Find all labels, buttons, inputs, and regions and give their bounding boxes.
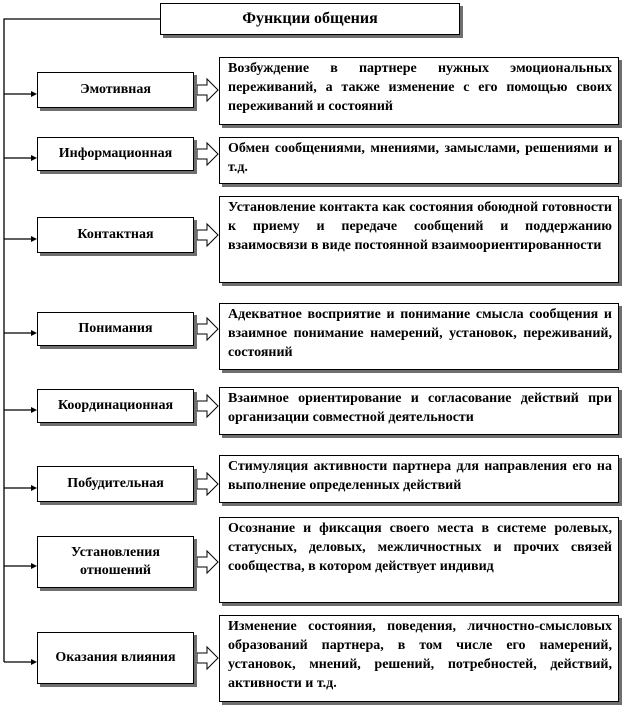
function-box-informational: Информационная bbox=[37, 137, 194, 171]
description-text: Стимуляция активности партнера для направления его на выполнение определенных действий bbox=[228, 459, 612, 493]
block-arrow bbox=[197, 224, 218, 246]
description-text: Адекватное восприятие и понимание смысла сообщения и взаимное понимание намерений, установок, переживаний, состояний bbox=[228, 307, 612, 360]
function-box-understanding: Понимания bbox=[37, 312, 194, 346]
description-motivational bbox=[219, 455, 619, 503]
block-arrow bbox=[197, 551, 218, 573]
description-text: Осознание и фиксация своего места в системе ролевых, статусных, деловых, межличностных и прочих связей сообщества, в котором действует индивид bbox=[228, 521, 612, 574]
function-box-motivational: Побудительная bbox=[37, 466, 194, 502]
description-text: Взаимное ориентирование и согласование действий при организации совместной деятельности bbox=[228, 391, 612, 425]
description-text: Обмен сообщениями, мнениями, замыслами, решениями и т.д. bbox=[228, 141, 612, 175]
description-text: Возбуждение в партнере нужных эмоциональных переживаний, а также изменение с его помощью своих переживаний и состояний bbox=[228, 61, 612, 114]
description-text: Установление контакта как состояния обоюдной готовности к приему и передаче сообщений и поддержанию взаимосвязи в виде постоянной взаимоориентированности bbox=[228, 200, 612, 253]
block-arrow bbox=[197, 647, 218, 669]
block-arrow bbox=[197, 473, 218, 495]
description-text: Изменение состояния, поведения, личностно-смысловых образований партнера, в том числе его намерений, установок, мнений, решений, потребностей, действий, активности и т.д. bbox=[228, 619, 612, 691]
description-influence bbox=[219, 615, 619, 702]
function-box-influence: Оказания влияния bbox=[37, 632, 194, 684]
description-contact bbox=[219, 196, 619, 283]
function-box-coordination: Координационная bbox=[37, 389, 194, 423]
description-coordination bbox=[219, 387, 619, 435]
function-box-relations: Установления отношений bbox=[37, 536, 194, 588]
block-arrow bbox=[197, 79, 218, 101]
description-understanding bbox=[219, 303, 619, 370]
diagram-title: Функции общения bbox=[160, 3, 460, 35]
block-arrow bbox=[197, 143, 218, 165]
description-relations bbox=[219, 517, 619, 603]
function-box-emotive: Эмотивная bbox=[37, 72, 194, 108]
block-arrow bbox=[197, 395, 218, 417]
description-informational bbox=[219, 137, 619, 184]
description-emotive bbox=[219, 57, 619, 125]
function-box-contact: Контактная bbox=[37, 217, 194, 253]
block-arrow bbox=[197, 318, 218, 340]
